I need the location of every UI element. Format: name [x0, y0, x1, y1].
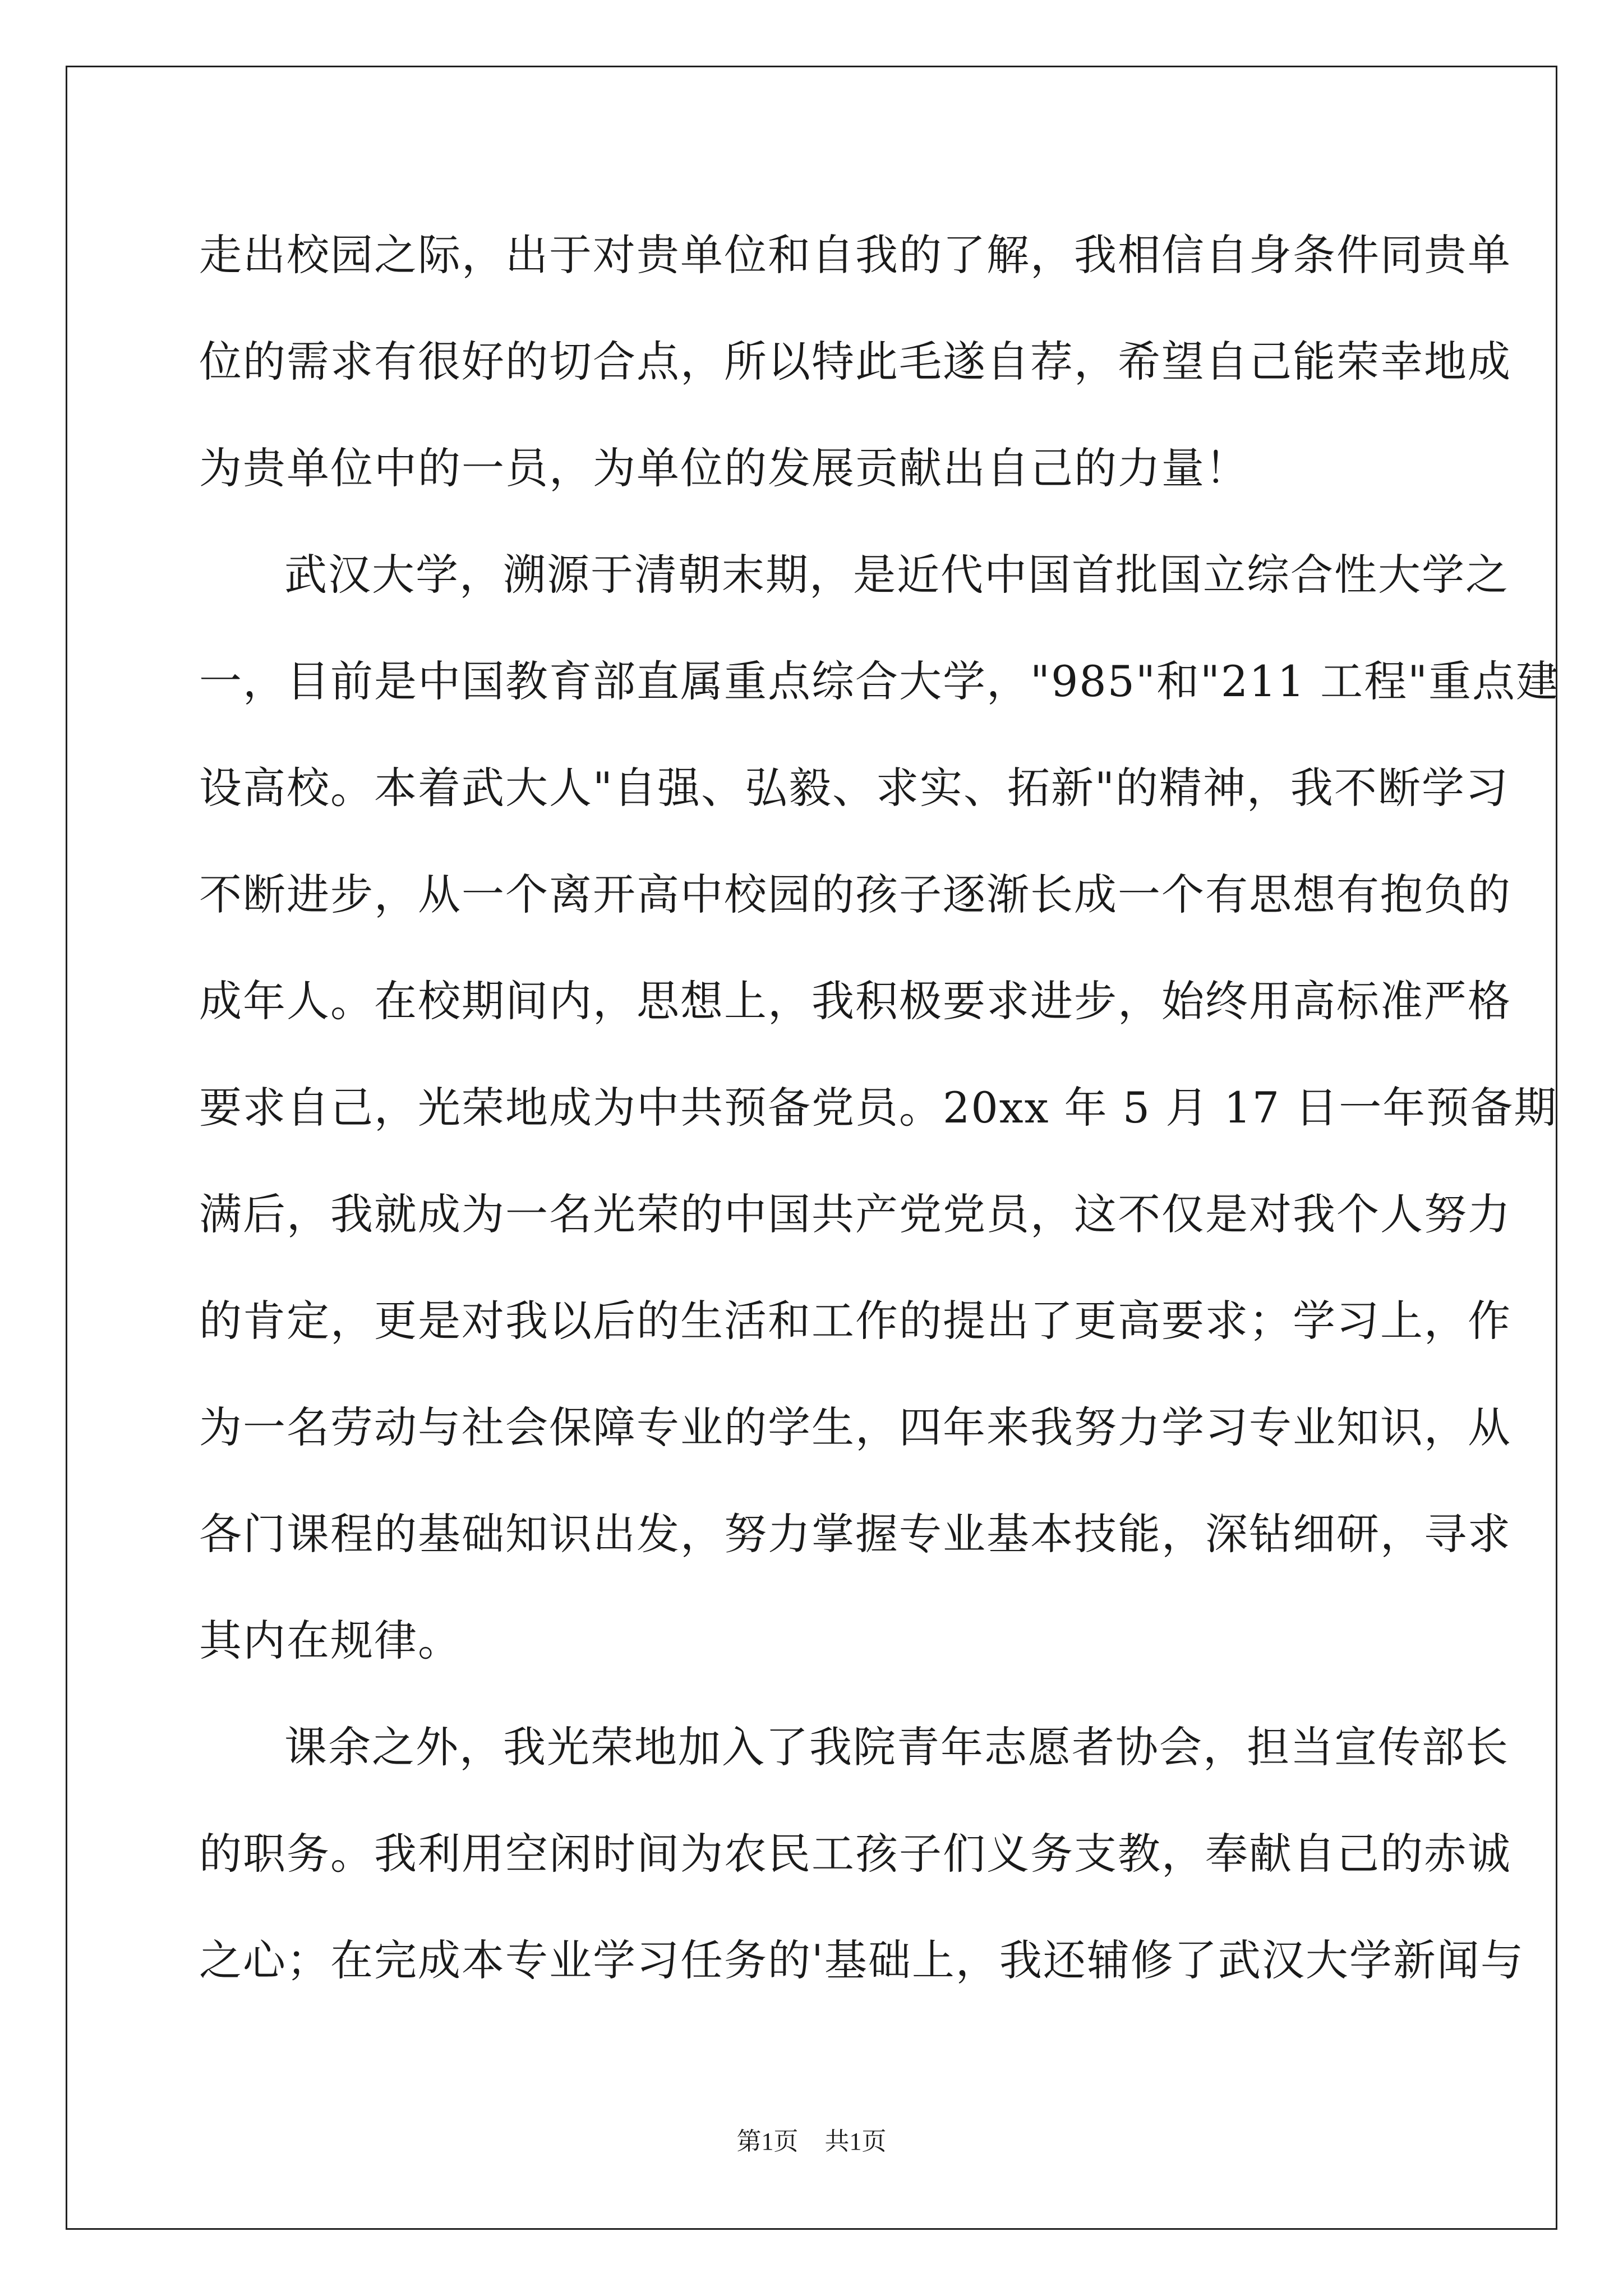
- text-line: 位的需求有很好的切合点，所以特此毛遂自荐，希望自己能荣幸地成: [199, 337, 1511, 386]
- text-line: 要求自己，光荣地成为中共预备党员。20xx 年 5 月 17 日一年预备期: [199, 1083, 1558, 1133]
- text-line: 成年人。在校期间内，思想上，我积极要求进步，始终用高标准严格: [199, 976, 1511, 1026]
- page-footer: [0, 2125, 1623, 2159]
- text-line: 的职务。我利用空闲时间为农民工孩子们义务支教，奉献自己的赤诚: [199, 1829, 1511, 1879]
- page-number: 第1页: [736, 2128, 799, 2155]
- text-line: 走出校园之际，出于对贵单位和自我的了解，我相信自身条件同贵单: [199, 230, 1511, 280]
- text-line: 为一名劳动与社会保障专业的学生，四年来我努力学习专业知识，从: [199, 1402, 1511, 1452]
- paragraph-start-line: 课余之外，我光荣地加入了我院青年志愿者协会，担当宣传部长: [284, 1722, 1509, 1772]
- text-line: 为贵单位中的一员，为单位的发展贡献出自己的力量！: [199, 443, 1249, 493]
- page-total: 共1页: [824, 2128, 887, 2155]
- paragraph-start-line: 武汉大学，溯源于清朝末期，是近代中国首批国立综合性大学之: [284, 550, 1509, 600]
- document-body: [199, 202, 1560, 2014]
- text-line: 其内在规律。: [199, 1616, 462, 1665]
- text-line: 一，目前是中国教育部直属重点综合大学，"985"和"211 工程"重点建: [199, 656, 1560, 706]
- text-line: 的肯定，更是对我以后的生活和工作的提出了更高要求；学习上，作: [199, 1296, 1511, 1346]
- text-line: 满后，我就成为一名光荣的中国共产党党员，这不仅是对我个人努力: [199, 1189, 1511, 1239]
- text-line: 之心；在完成本专业学习任务的'基础上，我还辅修了武汉大学新闻与: [199, 1935, 1524, 1985]
- text-line: 各门课程的基础知识出发，努力掌握专业基本技能，深钻细研，寻求: [199, 1509, 1511, 1559]
- text-line: 不断进步，从一个离开高中校园的孩子逐渐长成一个有思想有抱负的: [199, 869, 1511, 919]
- text-line: 设高校。本着武大人"自强、弘毅、求实、拓新"的精神，我不断学习: [199, 763, 1509, 813]
